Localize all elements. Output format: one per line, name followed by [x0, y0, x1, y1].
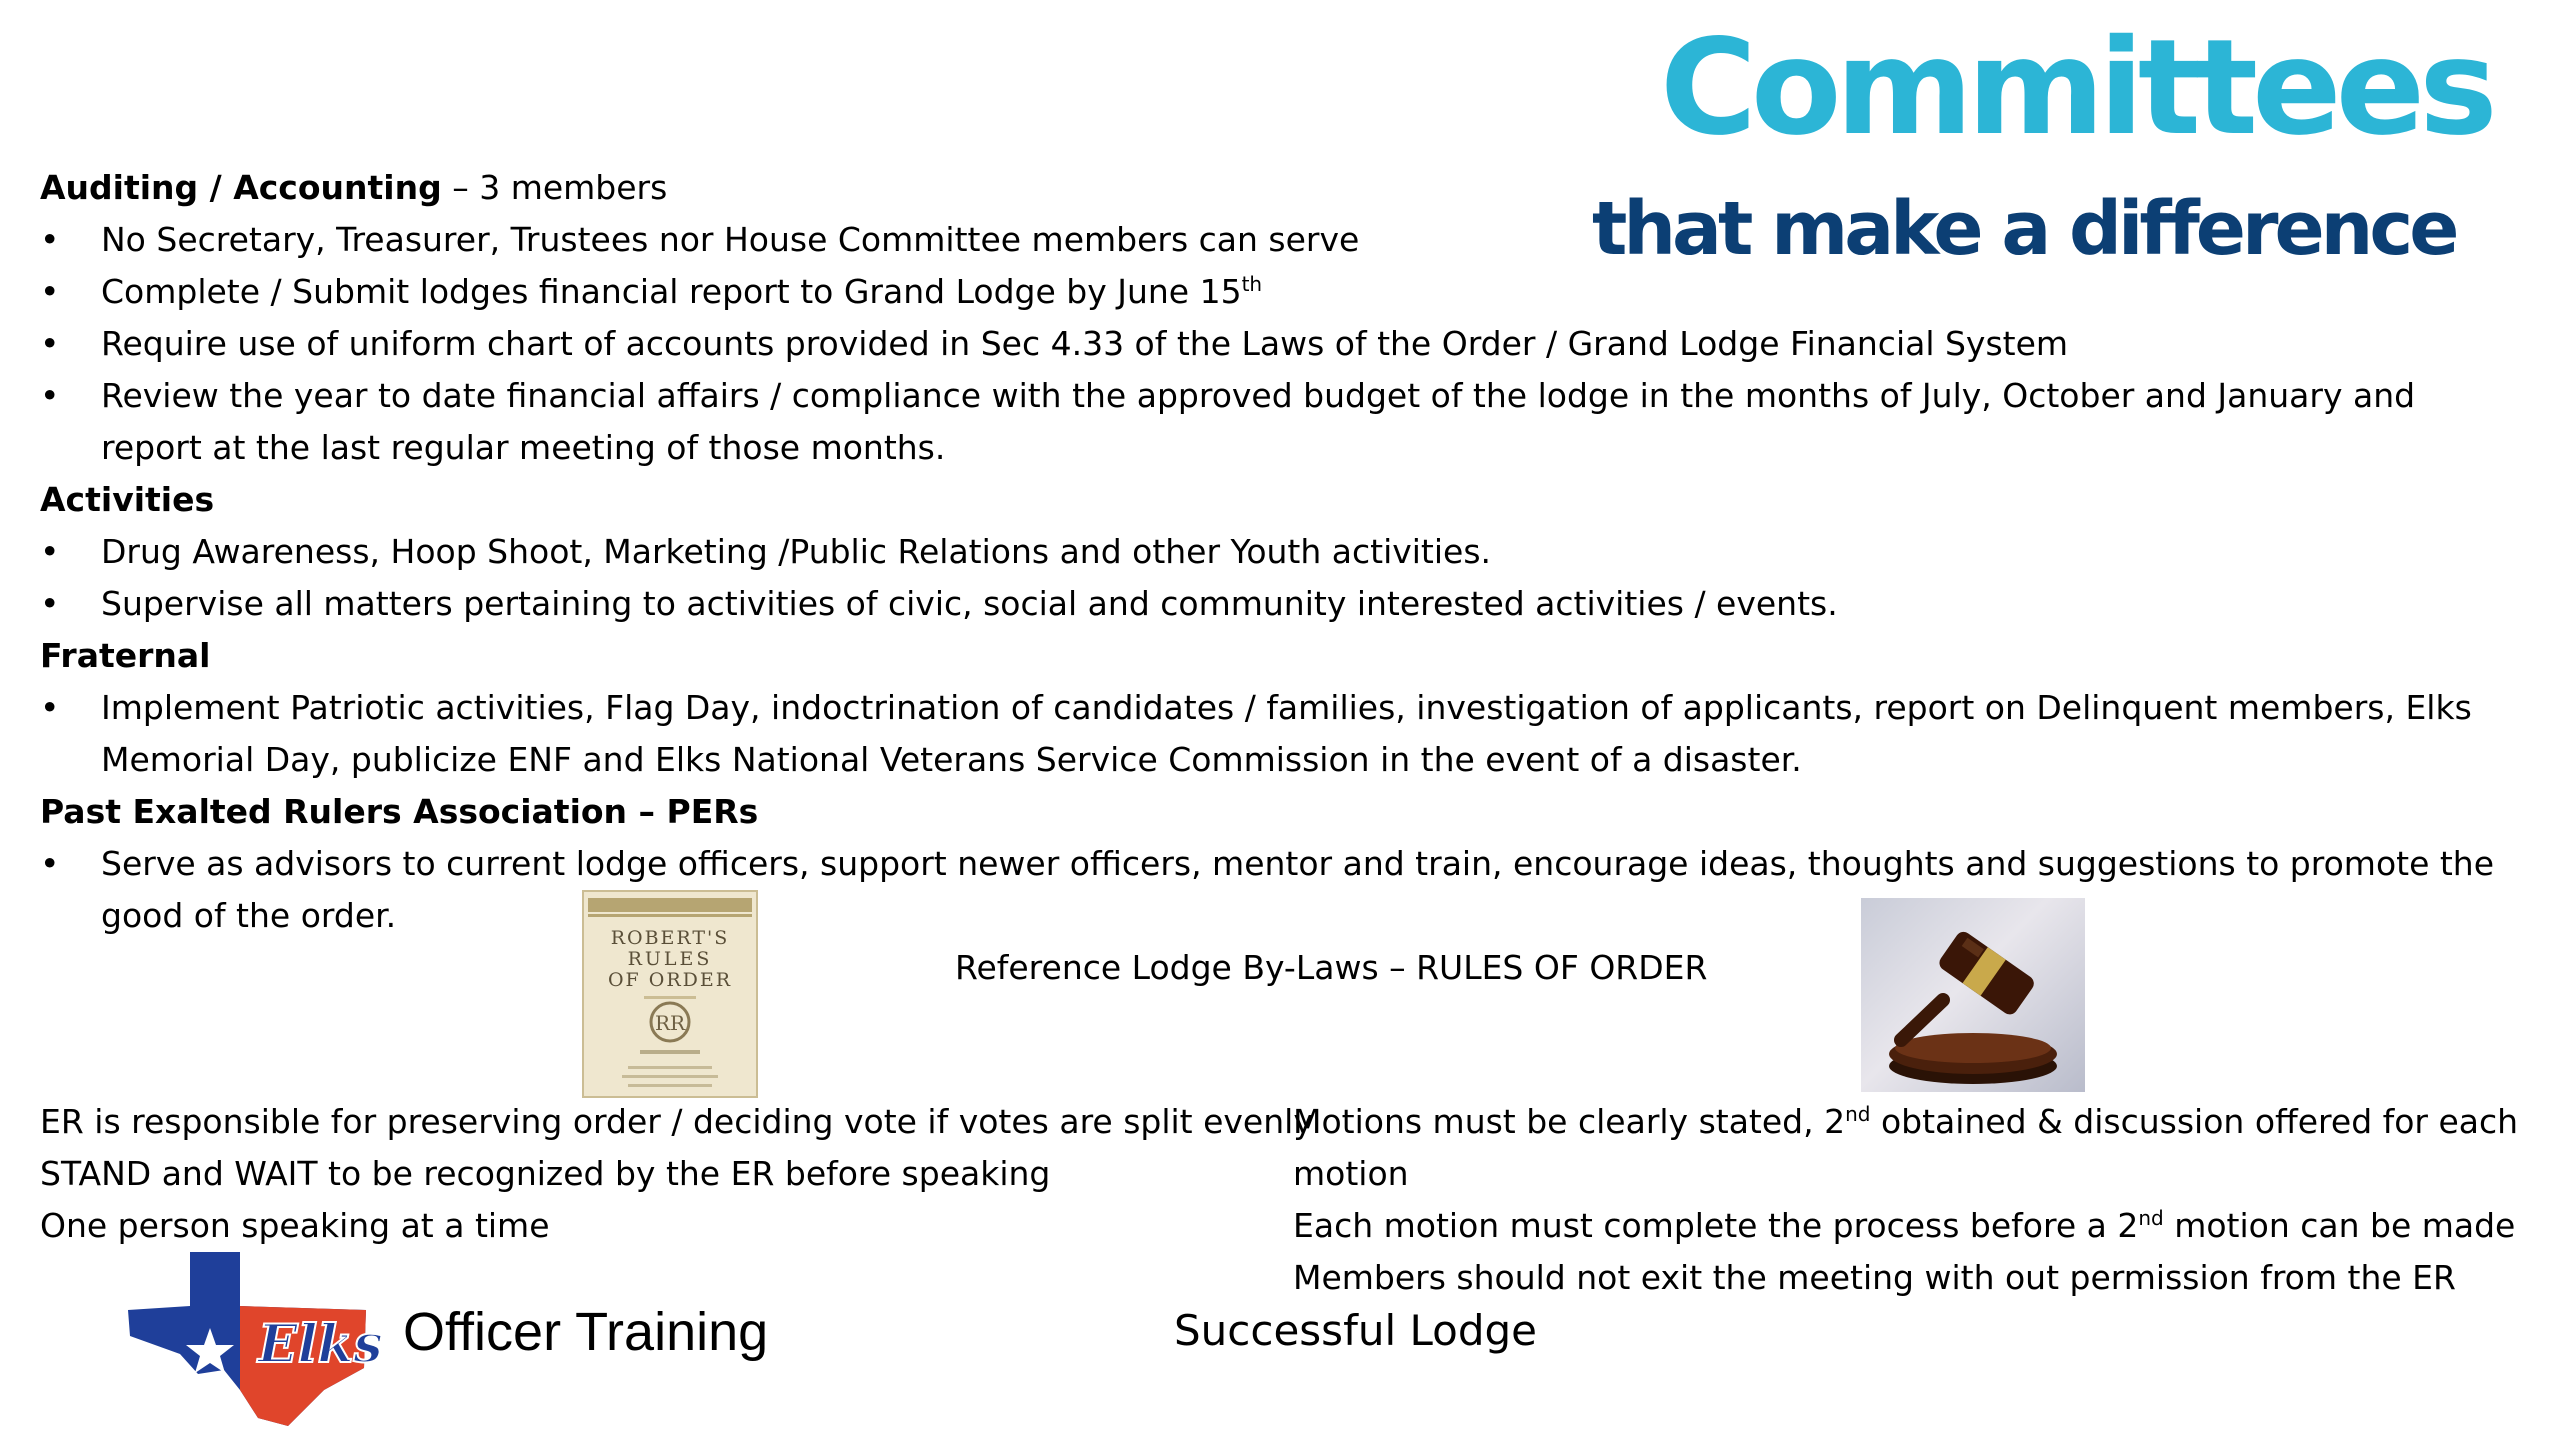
list-item: [40, 578, 2520, 630]
roberts-rules-book-image: [582, 890, 758, 1098]
section-title-pers: Past Exalted Rulers Association – PERs: [40, 792, 759, 831]
rule-line: [1293, 1096, 2560, 1200]
book-title-line3: OF ORDER: [607, 969, 733, 991]
section-title-fraternal: Fraternal: [40, 636, 211, 675]
bullet-icon: •: [40, 532, 60, 571]
section-title-suffix: – 3 members: [441, 168, 668, 207]
list-item-text: Drug Awareness, Hoop Shoot, Marketing /Public Relations and other Youth activities.: [101, 532, 1492, 571]
texas-elks-logo: [128, 1250, 383, 1426]
rule-line: STAND and WAIT to be recognized by the ER before speaking: [40, 1154, 1051, 1193]
slide-subtitle: that make a difference: [1592, 186, 2456, 272]
rules-left-column: [40, 1096, 1313, 1252]
section-title-auditing: [40, 162, 2520, 214]
list-item-text: Implement Patriotic activities, Flag Day, indoctrination of candidates / families, investigation of applicants, report on Delinquent members, Elks Memorial Day, publicize ENF and Elks National Veterans Service Commission in the event of a disaster.: [101, 688, 2472, 779]
officer-training-label: Officer Training: [403, 1302, 769, 1362]
section-title-text: Auditing / Accounting: [40, 168, 442, 207]
gavel-image: [1861, 898, 2085, 1092]
superscript: th: [1241, 272, 1263, 296]
committee-list: [40, 162, 2520, 942]
superscript: nd: [1845, 1102, 1871, 1126]
reference-bylaws-text: Reference Lodge By-Laws – RULES OF ORDER: [955, 948, 1708, 987]
list-item-text: Require use of uniform chart of accounts provided in Sec 4.33 of the Laws of the Order / Grand Lodge Financial System: [101, 324, 2069, 363]
rule-text: Motions must be clearly stated, 2: [1293, 1102, 1846, 1141]
rule-line: Members should not exit the meeting with out permission from the ER: [1293, 1258, 2456, 1297]
rules-right-column: [1293, 1096, 2560, 1304]
list-item-text: Review the year to date financial affairs / compliance with the approved budget of the lodge in the months of July, October and January and report at the last regular meeting of those months.: [101, 376, 2416, 467]
rule-line: ER is responsible for preserving order / deciding vote if votes are split evenly: [40, 1102, 1313, 1141]
slide-title: Committees: [1660, 11, 2492, 165]
bullet-icon: •: [40, 272, 60, 311]
bullet-icon: •: [40, 376, 60, 415]
list-item-text: Supervise all matters pertaining to activities of civic, social and community interested activities / events.: [101, 584, 1838, 623]
book-monogram: RR: [654, 1011, 686, 1035]
section-title-activities: Activities: [40, 480, 215, 519]
bullet-icon: •: [40, 220, 60, 259]
list-item: [40, 526, 2520, 578]
book-title-line2: RULES: [627, 948, 713, 970]
list-item-text: Serve as advisors to current lodge officers, support newer officers, mentor and train, encourage ideas, thoughts and suggestions to promote the good of the order.: [101, 844, 2495, 935]
elks-logo-text: Elks: [258, 1314, 383, 1375]
rule-text: motion can be made: [2163, 1206, 2516, 1245]
book-title-line1: ROBERT'S: [610, 927, 730, 949]
list-item: [40, 266, 2520, 318]
gavel-icon: [1861, 898, 2085, 1092]
bullet-icon: •: [40, 324, 60, 363]
successful-lodge-label: Successful Lodge: [1174, 1306, 1538, 1355]
list-item-text: Complete / Submit lodges financial report to Grand Lodge by June 15: [101, 272, 1242, 311]
book-cover-icon: [584, 892, 756, 1096]
list-item: [40, 370, 2520, 474]
list-item: [40, 318, 2520, 370]
list-item: [40, 214, 2520, 266]
bullet-icon: •: [40, 844, 60, 883]
list-item-text: No Secretary, Treasurer, Trustees nor House Committee members can serve: [101, 220, 1360, 259]
rule-line: [1293, 1200, 2560, 1252]
list-item: [40, 838, 2520, 942]
bullet-icon: •: [40, 584, 60, 623]
list-item: [40, 682, 2520, 786]
rule-text: obtained & discussion offered for each motion: [1293, 1102, 2519, 1193]
rule-text: Each motion must complete the process before a 2: [1293, 1206, 2139, 1245]
superscript: nd: [2138, 1206, 2164, 1230]
rule-line: One person speaking at a time: [40, 1206, 550, 1245]
bullet-icon: •: [40, 688, 60, 727]
texas-flag-map-icon: [128, 1250, 383, 1426]
